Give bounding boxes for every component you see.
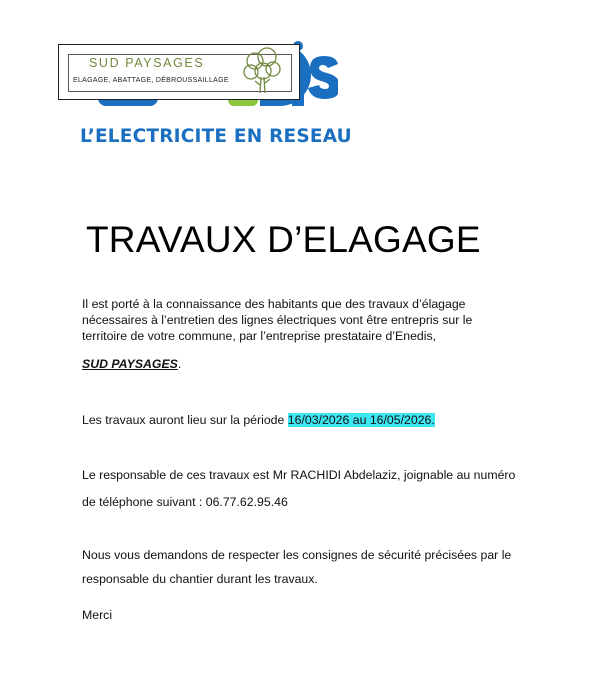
- tagline: L’ELECTRICITE EN RESEAU: [80, 126, 352, 147]
- intro-line: territoire de votre commune, par l’entreprise prestataire d’Enedis,: [82, 329, 437, 343]
- closing: Merci: [82, 608, 113, 622]
- period-line: [82, 412, 522, 428]
- stamp-subtitle: ELAGAGE, ABATTAGE, DÉBROUSSAILLAGE: [73, 77, 229, 84]
- sud-paysages-stamp: [58, 44, 300, 100]
- period-dates: 16/03/2026 au 16/05/2026.: [287, 413, 435, 427]
- safety-line-2: responsable du chantier durant les travaux.: [82, 572, 318, 586]
- intro-paragraph: [82, 296, 522, 344]
- safety-line-1: Nous vous demandons de respecter les consignes de sécurité précisées par le: [82, 548, 512, 562]
- contact-line-1: Le responsable de ces travaux est Mr RACHIDI Abdelaziz, joignable au numéro: [82, 468, 516, 482]
- period-prefix: Les travaux auront lieu sur la période: [82, 413, 288, 427]
- tree-icon: [241, 47, 283, 95]
- intro-line: Il est porté à la connaissance des habitants que des travaux d’élagage: [82, 297, 466, 311]
- company-line: [82, 356, 522, 372]
- stamp-company-name: SUD PAYSAGES: [89, 56, 205, 70]
- contact-line-2: de téléphone suivant : 06.77.62.95.46: [82, 495, 288, 509]
- letterhead: [58, 40, 358, 150]
- page-title: TRAVAUX D’ELAGAGE: [86, 219, 481, 260]
- company-name: SUD PAYSAGES: [82, 357, 178, 371]
- intro-line: nécessaires à l’entretien des lignes électriques vont être entrepris sur le: [82, 313, 473, 327]
- company-suffix: .: [177, 357, 182, 371]
